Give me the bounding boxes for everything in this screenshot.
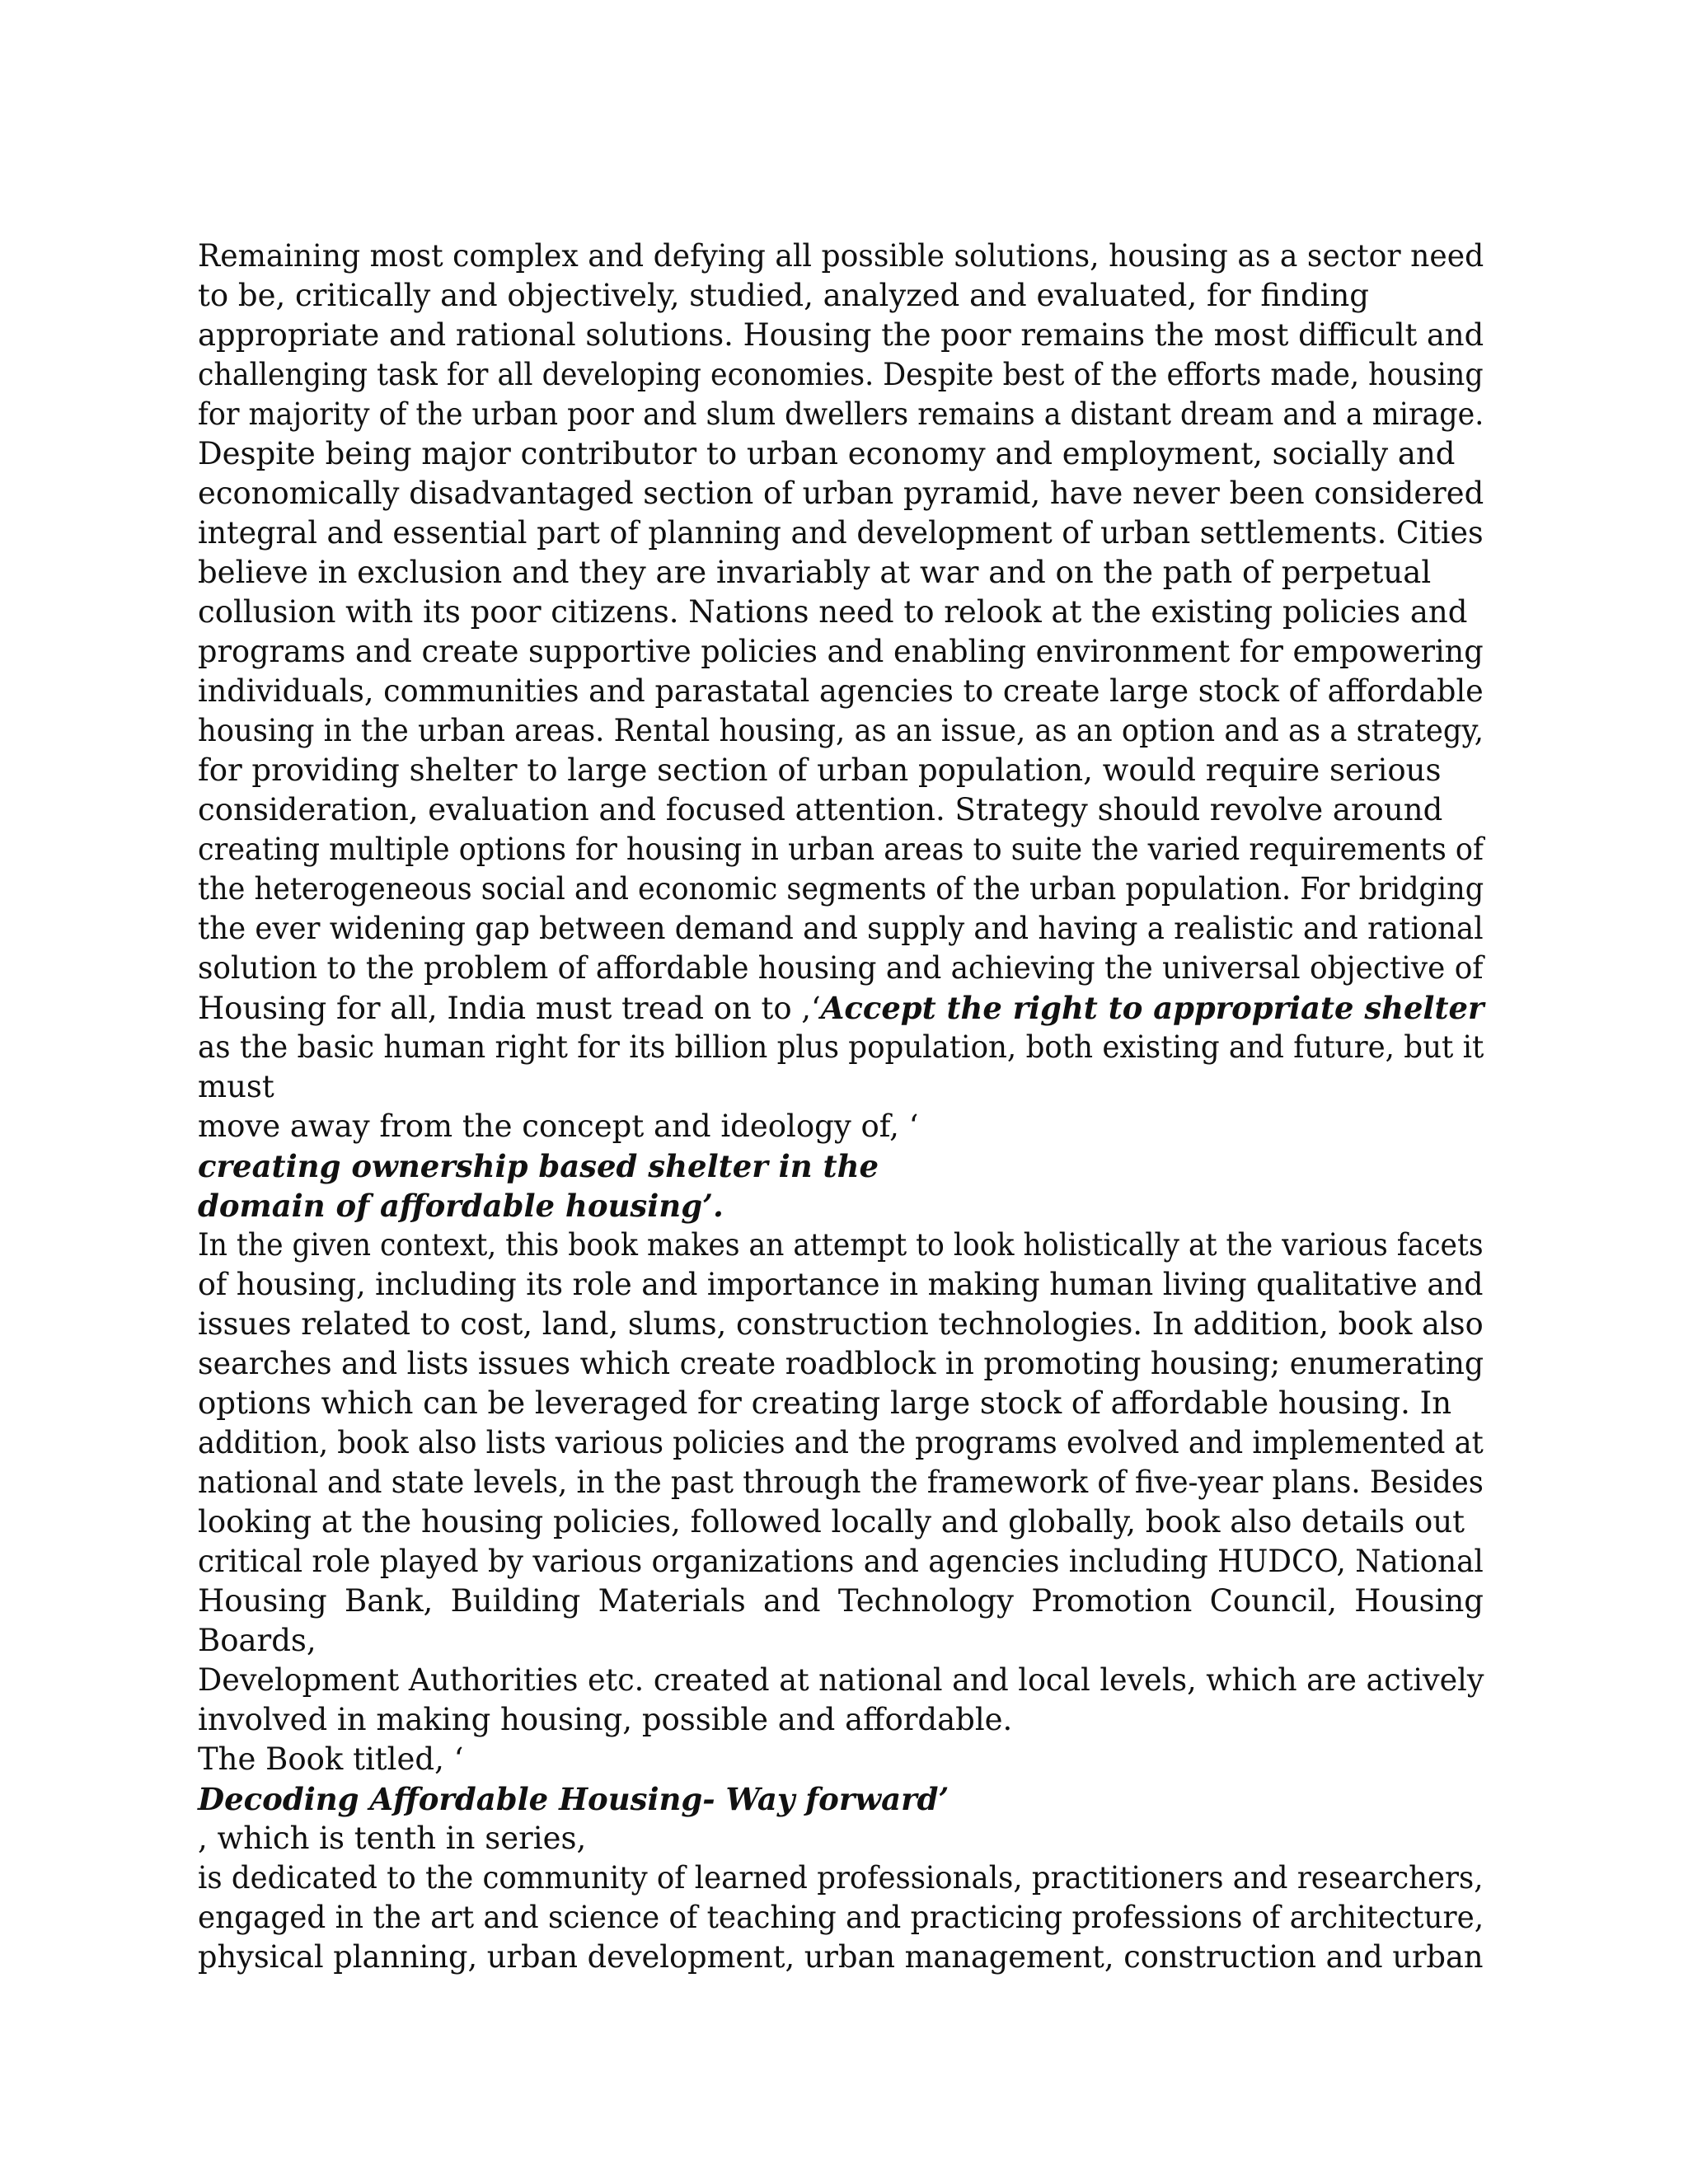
text-line: engaged in the art and science of teaching and practicing professions of architecture, — [198, 1900, 1484, 1935]
text-line: the ever widening gap between demand and supply and having a realistic and rational — [198, 911, 1484, 946]
text-line: involved in making housing, possible and affordable. — [198, 1702, 1013, 1737]
text-line: move away from the concept and ideology of, ‘ — [198, 1108, 919, 1144]
text-line: housing in the urban areas. Rental housing, as an issue, as an option and as a strategy, — [198, 713, 1484, 748]
text-line: of housing, including its role and importance in making human living qualitative and — [198, 1267, 1484, 1302]
text-line: economically disadvantaged section of urban pyramid, have never been considered — [198, 476, 1484, 511]
text-line: national and state levels, in the past through the framework of five-year plans. Besides — [198, 1465, 1484, 1500]
text-line — [198, 988, 1484, 1028]
text-line: individuals, communities and parastatal agencies to create large stock of affordable — [198, 673, 1484, 709]
text-line: physical planning, urban development, urban management, construction and urban — [198, 1939, 1484, 1975]
text-line: appropriate and rational solutions. Housing the poor remains the most difficult and — [198, 317, 1484, 353]
text-line: Remaining most complex and defying all possible solutions, housing as a sector need — [198, 238, 1484, 274]
text-line: , which is tenth in series, — [198, 1821, 587, 1856]
text-line: integral and essential part of planning and development of urban settlements. Cities — [198, 515, 1484, 551]
text-line: In the given context, this book makes an attempt to look holistically at the various facets — [198, 1227, 1484, 1263]
text-line: searches and lists issues which create roadblock in promoting housing; enumerating — [198, 1346, 1484, 1381]
text-line: creating multiple options for housing in urban areas to suite the varied requirements of — [198, 832, 1484, 867]
text-line: for providing shelter to large section of urban population, would require serious — [198, 752, 1442, 788]
text-segment: Housing for all, India must tread on to ,‘ — [198, 991, 821, 1026]
text-line: addition, book also lists various policies and the programs evolved and implemented at — [198, 1425, 1484, 1460]
text-line: Development Authorities etc. created at national and local levels, which are actively — [198, 1662, 1484, 1698]
text-line: the heterogeneous social and economic segments of the urban population. For bridging — [198, 871, 1484, 907]
text-line: Boards, — [198, 1623, 316, 1658]
text-line: Housing Bank, Building Materials and Technology Promotion Council, Housing — [198, 1583, 1484, 1619]
text-line: The Book titled, ‘ — [198, 1741, 464, 1777]
text-line: challenging task for all developing economies. Despite best of the efforts made, housing — [198, 357, 1484, 392]
body-text — [198, 237, 1484, 1977]
text-line: issues related to cost, land, slums, construction technologies. In addition, book also — [198, 1306, 1484, 1342]
text-line: is dedicated to the community of learned professionals, practitioners and researchers, — [198, 1860, 1484, 1896]
text-line: as the basic human right for its billion plus population, both existing and future, but it — [198, 1029, 1484, 1065]
text-line: critical role played by various organizations and agencies including HUDCO, National — [198, 1544, 1484, 1579]
text-line: must — [198, 1069, 274, 1104]
text-line: solution to the problem of affordable housing and achieving the universal objective of — [198, 950, 1484, 986]
emphasis-line: creating ownership based shelter in the — [198, 1148, 879, 1184]
text-line: for majority of the urban poor and slum dwellers remains a distant dream and a mirage. — [198, 396, 1484, 432]
text-line: options which can be leveraged for creating large stock of affordable housing. In — [198, 1385, 1452, 1421]
text-line: Despite being major contributor to urban economy and employment, socially and — [198, 436, 1456, 471]
text-line: believe in exclusion and they are invariably at war and on the path of perpetual — [198, 555, 1432, 590]
text-line: collusion with its poor citizens. Nations need to relook at the existing policies and — [198, 594, 1468, 630]
emphasis-text: Accept the right to appropriate shelter — [820, 990, 1484, 1026]
book-title: Decoding Affordable Housing- Way forward’ — [198, 1781, 950, 1817]
text-line: consideration, evaluation and focused attention. Strategy should revolve around — [198, 792, 1443, 827]
text-line: looking at the housing policies, followed locally and globally, book also details out — [198, 1504, 1465, 1540]
text-line: to be, critically and objectively, studied, analyzed and evaluated, for finding — [198, 278, 1369, 313]
text-line: programs and create supportive policies and enabling environment for empowering — [198, 634, 1484, 669]
emphasis-line: domain of affordable housing’. — [198, 1188, 724, 1224]
